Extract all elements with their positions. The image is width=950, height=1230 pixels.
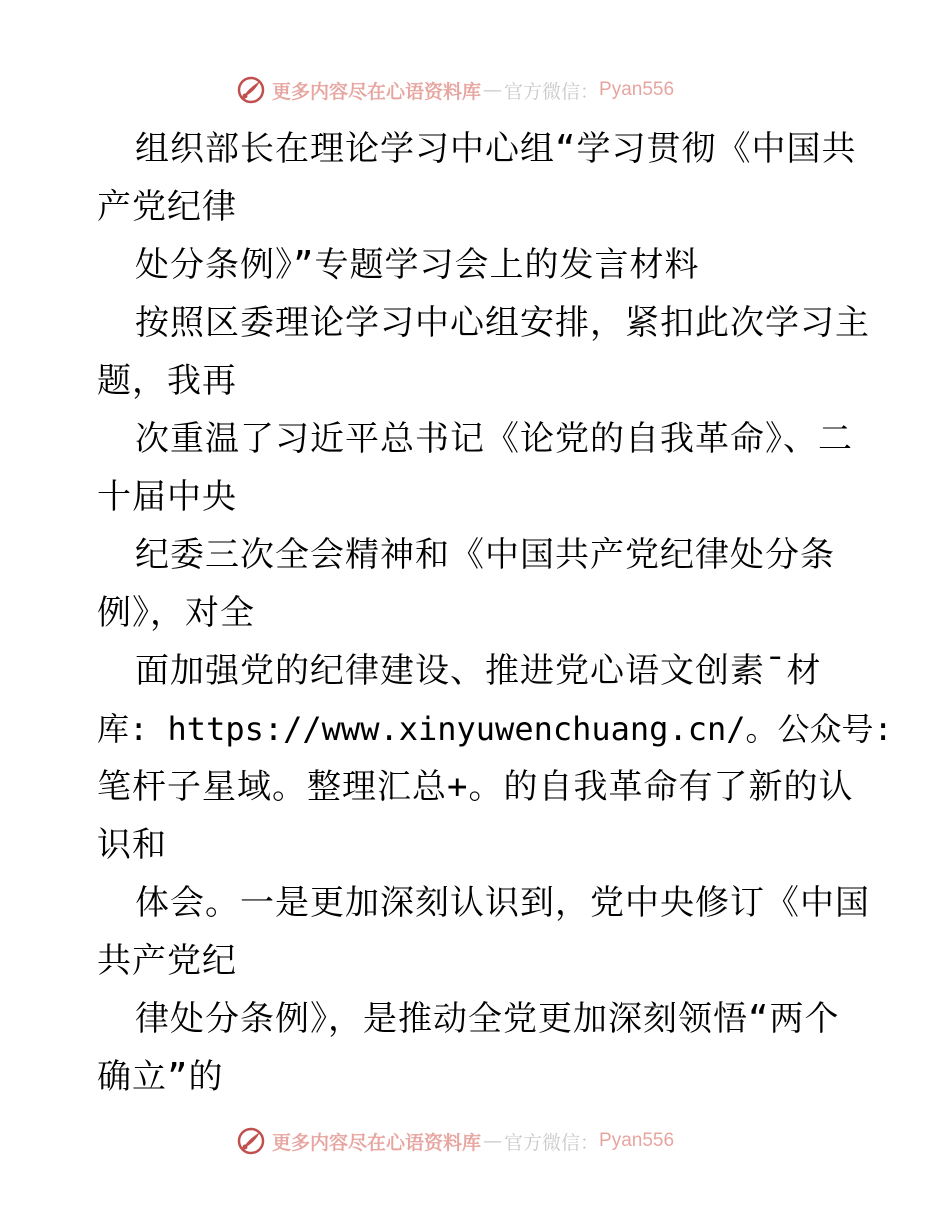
text-line: 纪委三次全会精神和《中国共产党纪律处分条 (135, 535, 835, 575)
text-line: 面加强党的纪律建设、推进党心语文创素¯材 (135, 651, 822, 691)
text-line: 次重温了习近平总书记《论党的自我革命》、二 (135, 419, 853, 459)
text-line: 律处分条例》，是推动全党更加深刻领悟“两个 (135, 999, 840, 1039)
document-body (97, 120, 893, 1106)
banner-separator: — (483, 79, 503, 101)
banner-wechat-id: Pyan556 (599, 1130, 675, 1151)
text-line: 笔杆子星域。整理汇总+。的自我革命有了新的认 (97, 767, 854, 807)
banner-separator: — (483, 1130, 503, 1152)
text-line: 题，我再 (97, 361, 237, 401)
header-watermark-banner (236, 73, 674, 107)
banner-main-text: 更多内容尽在心语资料库 (272, 80, 482, 103)
text-line: 识和 (97, 825, 167, 865)
text-line: 组织部长在理论学习中心组“学习贯彻《中国共 (135, 129, 857, 169)
quill-seal-logo-icon (236, 1126, 266, 1156)
text-line: 例》，对全 (97, 593, 255, 633)
banner-wechat-label: 官方微信： (504, 1131, 600, 1154)
text-line: 十届中央 (97, 477, 237, 517)
text-line: 确立”的 (97, 1057, 224, 1097)
text-line: 共产党纪 (97, 941, 237, 981)
quill-seal-logo-icon (236, 75, 266, 105)
text-line: 产党纪律 (97, 187, 237, 227)
text-line: 体会。一是更加深刻认识到，党中央修订《中国 (135, 883, 870, 923)
banner-main-text: 更多内容尽在心语资料库 (272, 1131, 482, 1154)
footer-watermark-banner (236, 1124, 674, 1158)
banner-wechat-id: Pyan556 (599, 79, 675, 100)
banner-wechat-label: 官方微信： (504, 80, 600, 103)
text-line-url: 库: https://www.xinyuwenchuang.cn/。公众号: (97, 710, 893, 748)
text-line: 按照区委理论学习中心组安排，紧扣此次学习主 (135, 303, 870, 343)
text-line: 处分条例》”专题学习会上的发言材料 (135, 245, 700, 285)
